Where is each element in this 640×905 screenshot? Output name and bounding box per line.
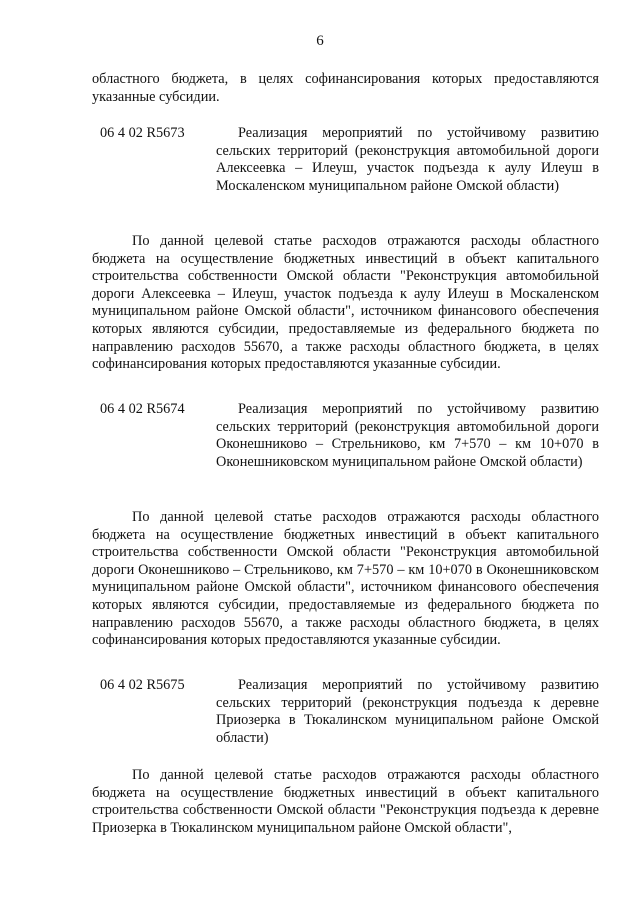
page-number: 6	[316, 33, 324, 49]
target-article-description: Реализация мероприятий по устойчивому развитию сельских территорий (реконструкция подъезда к деревне Приозерка в Тюкалинском муниципальном районе Омской области)	[216, 677, 599, 746]
explanation-paragraph: По данной целевой статье расходов отражаются расходы областного бюджета на осуществление бюджетных инвестиций в объект капитального строительства собственности Омской области "Реконструкция автомобильной дороги Оконешниково – Стрельниково, км 7+570 – км 10+070 в Оконешниковском муниципальном районе Омской области", источником финансового обеспечения которых являются субсидии, предоставляемые из федерального бюджета по направлению расходов 55670, а также расходы областного бюджета, в целях софинансирования которых предоставляются указанные субсидии.	[92, 509, 599, 649]
explanation-paragraph: По данной целевой статье расходов отражаются расходы областного бюджета на осуществление бюджетных инвестиций в объект капитального строительства собственности Омской области "Реконструкция автомобильной дороги Алексеевка – Илеуш, участок подъезда к аулу Илеуш в Москаленском муниципальном районе Омской области", источником финансового обеспечения которых являются субсидии, предоставляемые из федерального бюджета по направлению расходов 55670, а также расходы областного бюджета, в целях софинансирования которых предоставляются указанные субсидии.	[92, 233, 599, 373]
target-article-description: Реализация мероприятий по устойчивому развитию сельских территорий (реконструкция автомобильной дороги Оконешниково – Стрельниково, км 7+570 – км 10+070 в Оконешниковском муниципальном районе Омской области)	[216, 401, 599, 470]
target-article-code: 06 4 02 R5675	[100, 677, 185, 693]
target-article-code: 06 4 02 R5674	[100, 401, 185, 417]
explanation-paragraph: По данной целевой статье расходов отражаются расходы областного бюджета на осуществление бюджетных инвестиций в объект капитального строительства собственности Омской области "Реконструкция подъезда к деревне Приозерка в Тюкалинском муниципальном районе Омской области",	[92, 767, 599, 836]
continuation-paragraph: областного бюджета, в целях софинансирования которых предоставляются указанные субсидии.	[92, 71, 599, 105]
target-article-code: 06 4 02 R5673	[100, 125, 185, 141]
target-article-description: Реализация мероприятий по устойчивому развитию сельских территорий (реконструкция автомобильной дороги Алексеевка – Илеуш, участок подъезда к аулу Илеуш в Москаленском муниципальном районе Омской области)	[216, 125, 599, 194]
